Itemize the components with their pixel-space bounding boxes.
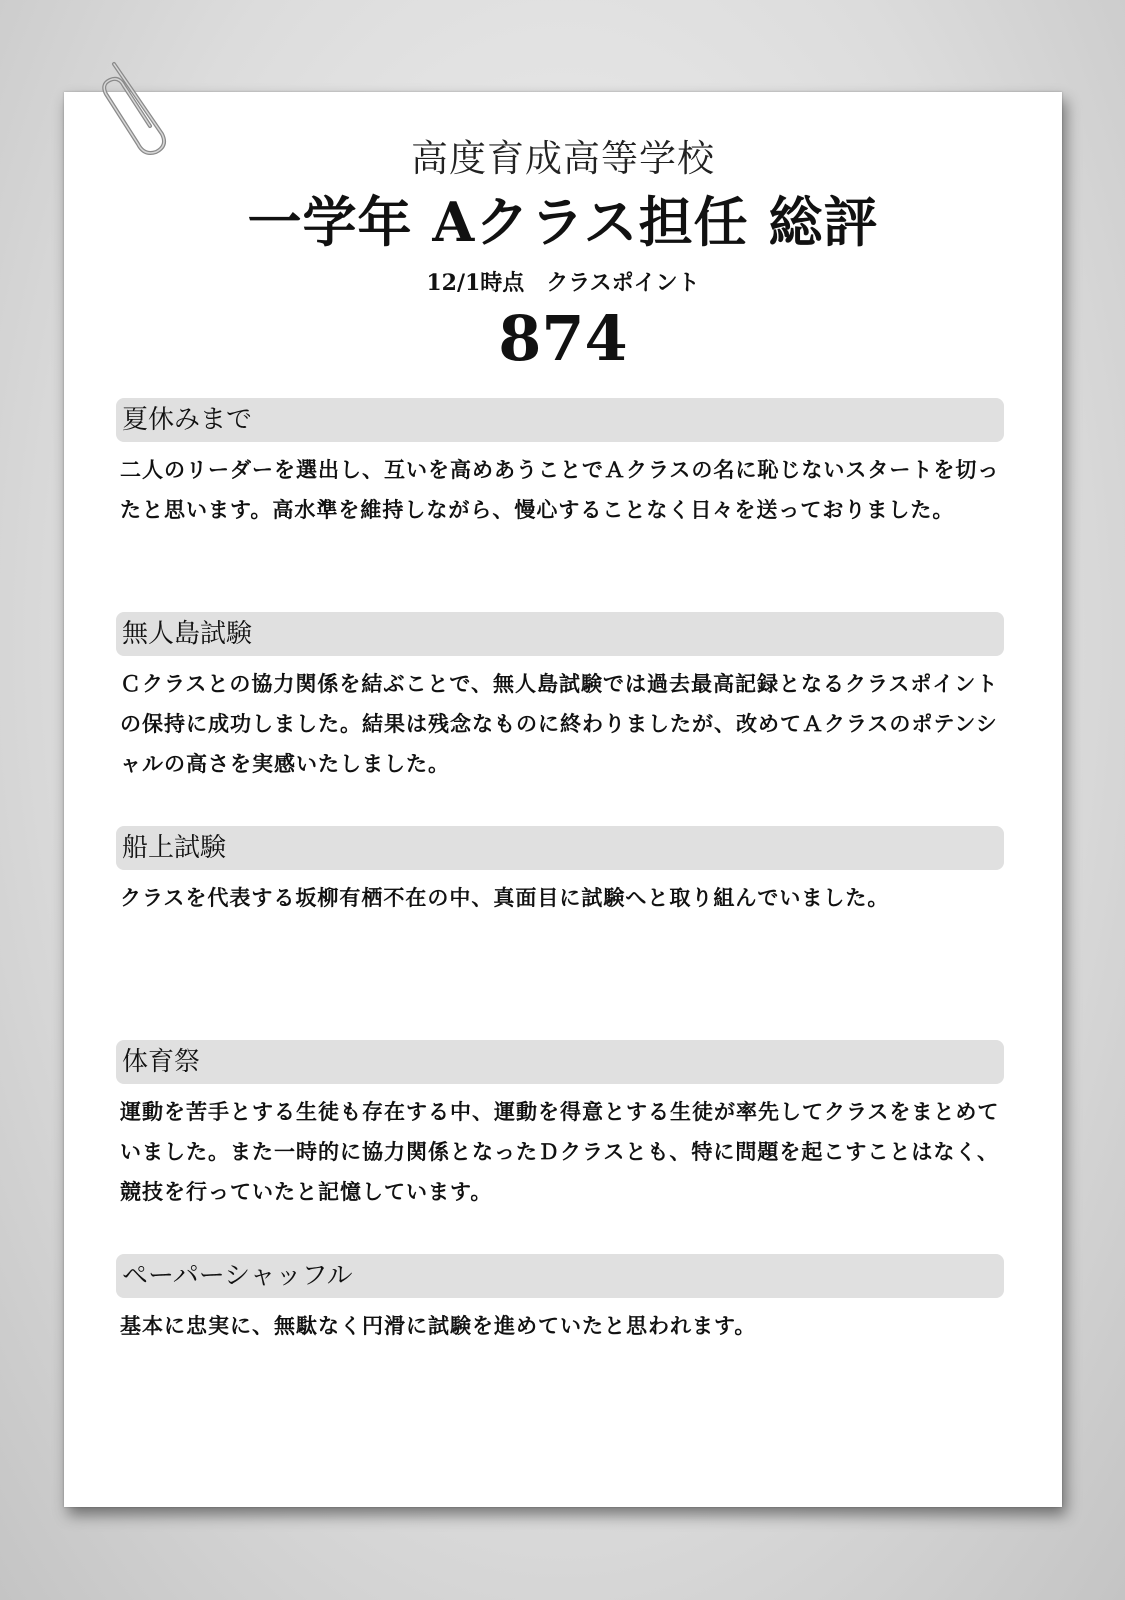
section-body: 基本に忠実に、無駄なく円滑に試験を進めていたと思われます。 — [120, 1313, 757, 1338]
document-heading: 一学年 Aクラス担任 総評 — [247, 190, 879, 254]
class-points-value: 874 — [498, 302, 628, 375]
school-name: 高度育成高等学校 — [411, 137, 715, 180]
section-body: 運動を苦手とする生徒も存在する中、運動を得意とする生徒が率先してクラスをまとめていました。また一時的に協力関係となったＤクラスとも、特に問題を起こすことはなく、競技を行っていたと記憶しています。 — [120, 1099, 1000, 1204]
section-body: Ｃクラスとの協力関係を結ぶことで、無人島試験では過去最高記録となるクラスポイントの保持に成功しました。結果は残念なものに終わりましたが、改めてＡクラスのポテンシャルの高さを実感いたしました。 — [120, 671, 999, 776]
section-title: 船上試験 — [116, 826, 1004, 870]
section-ship-exam — [116, 826, 1004, 918]
paperclip-icon — [92, 56, 182, 156]
document-sheet — [64, 92, 1062, 1507]
section-title: 夏休みまで — [116, 398, 1004, 442]
section-body: クラスを代表する坂柳有栖不在の中、真面目に試験へと取り組んでいました。 — [120, 885, 890, 910]
section-title: 体育祭 — [116, 1040, 1004, 1084]
section-sports-festival — [116, 1040, 1004, 1212]
class-points-label: 12/1時点 クラスポイント — [426, 270, 700, 296]
section-paper-shuffle — [116, 1254, 1004, 1346]
section-island-exam — [116, 612, 1004, 784]
section-summer — [116, 398, 1004, 530]
section-body: 二人のリーダーを選出し、互いを高めあうことでＡクラスの名に恥じないスタートを切ったと思います。高水準を維持しながら、慢心することなく日々を送っておりました。 — [120, 457, 1000, 522]
section-title: ペーパーシャッフル — [116, 1254, 1004, 1298]
section-title: 無人島試験 — [116, 612, 1004, 656]
